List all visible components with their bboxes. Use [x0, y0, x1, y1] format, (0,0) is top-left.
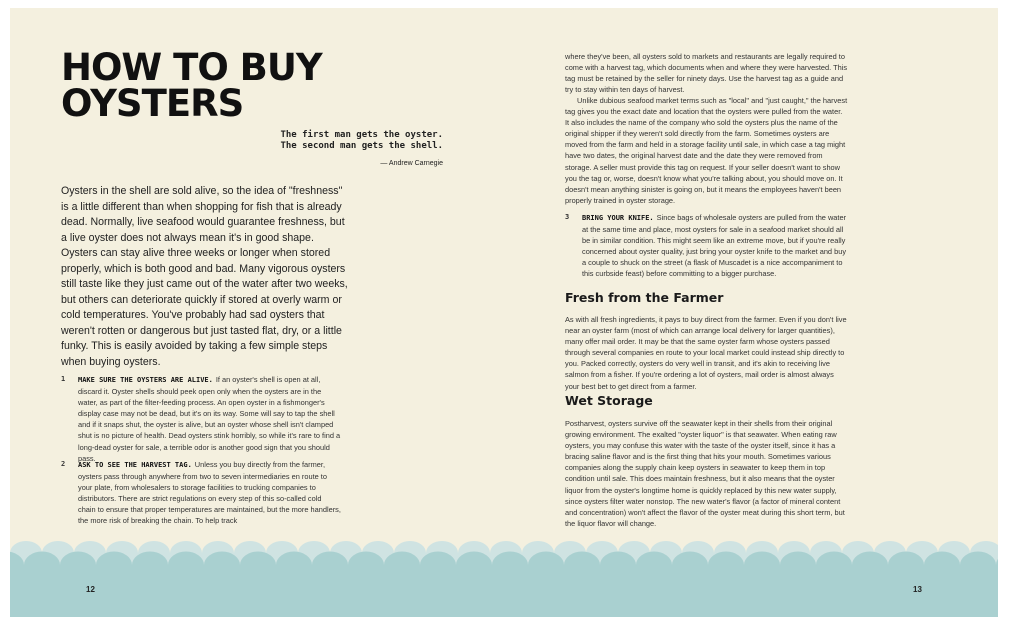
step-text: Unless you buy directly from the farmer, oysters pass through anywhere from two to seven intermediaries en route to your plate, from wholesalers to storage facilities to trucking companies to distributors. There are strict regulations on every step of this so-called cold chain to ensure that proper temperatures are maintained, but the more handlers, the more risk of breaking the chain. To help track: [78, 460, 341, 526]
epigraph-attribution: — Andrew Carnegie: [380, 160, 443, 167]
step-body: [582, 212, 849, 280]
step-1: [61, 374, 341, 464]
step-lead: ASK TO SEE THE HARVEST TAG.: [78, 461, 192, 469]
step-number: 1: [61, 375, 66, 383]
step-body: [78, 459, 341, 527]
intro-paragraph: Oysters in the shell are sold alive, so the idea of "freshness" is a little different than when shopping for fish that is already dead. Normally, live seafood would guarantee freshness, but a live oyster does not always mean it's in good shape. Oysters can stay alive three weeks or longer when stored properly, which is both good and bad. Many vigorous oysters still taste like they just came out of the water after two weeks, but others can deteriorate quickly if stored at overly warm or cold temperatures. You've probably had sad oysters that weren't rotten or dangerous but just tasted flat, dry, or a little funky. This is easily avoided by taking a few simple steps when buying oysters.: [61, 185, 348, 368]
section-heading-wet-storage: Wet Storage: [565, 393, 653, 408]
book-spread: [10, 8, 998, 617]
section-text-wet-storage: Postharvest, oysters survive off the seawater kept in their shells from their original growing environment. The exalted "oyster liquor" is that seawater. When eating raw oysters, you may confuse this water with the taste of the oyster itself, since it has a bracing saline flavor and is the first thing that hits your mouth. Sometimes various companies along the supply chain keep oysters in seawater to keep them in top condition until sale. This does maintain freshness, but it also means that the oyster liquor from the oyster's longtime home is quickly replaced by this new water supply, since oysters filter water nonstop. The new water's flavor (a factor of mineral content and concentration) won't affect the flavor of the oyster meat during this short term, but the liquor flavor will change.: [565, 419, 845, 528]
harvest-tag-paragraph: [565, 95, 848, 206]
step-3: [565, 212, 849, 280]
epigraph: [210, 130, 443, 169]
epigraph-line-2: The second man gets the shell.: [280, 141, 443, 151]
page-number-right: 13: [913, 585, 922, 594]
step-number: 2: [61, 460, 66, 468]
harvest-tag-text: Unlike dubious seafood market terms such as "local" and "just caught," the harvest tag gives you the exact date and location that the oysters were pulled from the water. It also includes the name of the company who sold the oysters plus the name of the original shipper if they weren't sold directly from the farm. Sometimes oysters are moved from the farm and held in a storage facility until sale, in which case a tag might have two dates, the original harvest date and the date they were removed from storage. A seller must provide this tag on request. If your seller doesn't want to show you the tag or, worse, doesn't know what you're talking about, you should move on. It doesn't mean anything sinister is going on, but it means the employees haven't been properly trained in oyster storage.: [565, 96, 848, 205]
epigraph-line-1: The first man gets the oyster.: [280, 130, 443, 140]
wave-decoration: [10, 533, 998, 617]
step-number: 3: [565, 213, 570, 221]
page-number-left: 12: [86, 585, 95, 594]
continuation-paragraph: where they've been, all oysters sold to markets and restaurants are legally required to come with a harvest tag, which documents when and where they were harvested. This tag must be retained by the seller for ninety days. Use the harvest tag as a guide and try to stay within ten days of harvest.: [565, 52, 848, 95]
step-lead: MAKE SURE THE OYSTERS ARE ALIVE.: [78, 376, 213, 384]
wave-front-layer: [10, 552, 998, 618]
section-text-farmer: As with all fresh ingredients, it pays to buy direct from the farmer. Even if you don't live near an oyster farm (most of which can arrange local delivery for larger quantities), many offer mail order. It may be that the same oyster farm whose oysters passed through several companies en route to your local market could instead ship directly to you. Packed correctly, oysters do very well in transit, and it's akin to receiving live salmon from a fisher. If you're ordering a lot of oysters, mail order is almost always your best bet to get direct from a farmer.: [565, 315, 847, 391]
section-heading-farmer: Fresh from the Farmer: [565, 290, 724, 305]
step-body: [78, 374, 341, 464]
step-lead: BRING YOUR KNIFE.: [582, 214, 654, 222]
step-text: Since bags of wholesale oysters are pulled from the water at the same time and place, most oysters for sale in a seafood market should all be in similar condition. This might seem like an extreme move, but if you're really concerned about oyster quality, just bring your oyster knife to the market and buy a couple to shuck on the street (a flask of Muscadet is a nice accompaniment to this curbside feast) before committing to a bigger purchase.: [582, 213, 847, 279]
page-title: HOW TO BUY OYSTERS: [61, 46, 322, 125]
step-text: If an oyster's shell is open at all, discard it. Oyster shells should peek open only when the oysters are in the water, as part of the filter-feeding process. An open oyster in a fishmonger's display case may not be dead, but it's on its way. Some will say to tap the shell and if it snaps shut, the oyster is alive, but an oyster whose shell isn't clamped shut is no picture of health. Dead oysters stink horribly, so while it's rare to find a long-dead oyster for sale, a terrible odor is another good sign that you should pass.: [78, 375, 341, 463]
step-2: [61, 459, 341, 527]
